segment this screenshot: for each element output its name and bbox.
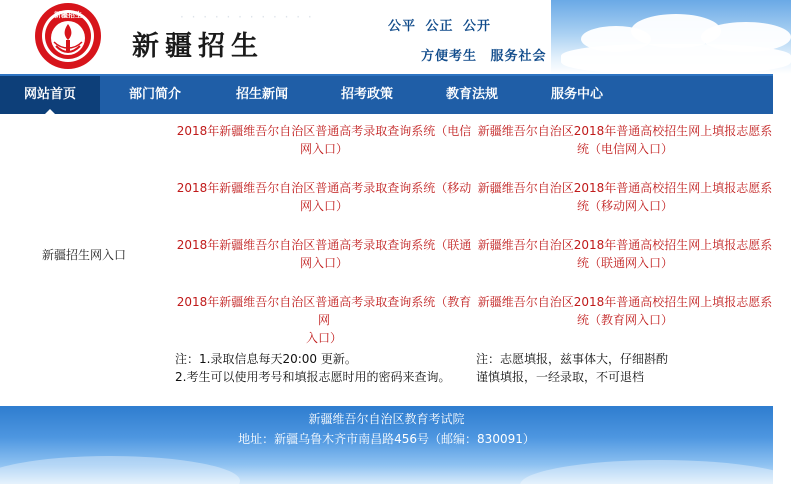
site-brand-title: 新疆招生 [132,31,264,62]
site-header [0,0,791,74]
header-slogan-2: 方便考生 服务社会 [421,49,547,64]
link-admission-query-edunet[interactable]: 2018年新疆维吾尔自治区普通高考录取查询系统（教育网 入口） [176,295,472,345]
link-admission-query-unicom[interactable]: 2018年新疆维吾尔自治区普通高考录取查询系统（联通 网入口） [176,238,472,270]
nav-edge [773,74,791,114]
nav-item-about[interactable]: 部门简介 [128,87,181,102]
link-volunteer-filing-edunet[interactable]: 新疆维吾尔自治区2018年普通高校招生网上填报志愿系 统（教育网入口） [477,295,773,327]
left-entry-cell [0,114,168,394]
link-volunteer-filing-mobile[interactable]: 新疆维吾尔自治区2018年普通高校招生网上填报志愿系 统（移动网入口） [477,181,773,213]
footer-address: 地址：新疆乌鲁木齐市南昌路456号（邮编：830091） [238,432,535,446]
nav-item-home[interactable]: 网站首页 [0,76,100,114]
link-admission-query-mobile[interactable]: 2018年新疆维吾尔自治区普通高考录取查询系统（移动 网入口） [176,181,472,213]
link-volunteer-filing-telecom[interactable]: 新疆维吾尔自治区2018年普通高校招生网上填报志愿系 统（电信网入口） [477,124,773,156]
header-watermark-text: · · · · · · · · · · · · [180,10,314,24]
nav-item-regulations[interactable]: 教育法规 [445,87,498,102]
header-sky-banner [551,0,791,74]
nav-item-policy[interactable]: 招考政策 [340,87,393,102]
note-admission-query: 注：1.录取信息每天20:00 更新。 2.考生可以使用考号和填报志愿时用的密码来查询。 [175,352,451,384]
footer-org-name: 新疆维吾尔自治区教育考试院 [308,412,465,426]
header-slogan-1: 公平 公正 公开 [388,19,492,34]
site-logo-icon[interactable] [30,2,106,70]
xinjiang-admission-entry-link[interactable]: 新疆招生网入口 [41,247,126,262]
note-volunteer-filing: 注：志愿填报，兹事体大，仔细斟酌 谨慎填报，一经录取，不可退档 [476,352,669,384]
footer-edge [773,406,791,484]
main-nav [0,74,773,114]
nav-item-news[interactable]: 招生新闻 [235,87,288,102]
nav-item-service[interactable]: 服务中心 [550,87,603,102]
site-footer [0,406,773,484]
link-admission-query-telecom[interactable]: 2018年新疆维吾尔自治区普通高考录取查询系统（电信 网入口） [176,124,472,156]
link-volunteer-filing-unicom[interactable]: 新疆维吾尔自治区2018年普通高校招生网上填报志愿系 统（联通网入口） [477,238,773,270]
svg-text:新疆招生: 新疆招生 [54,11,82,19]
